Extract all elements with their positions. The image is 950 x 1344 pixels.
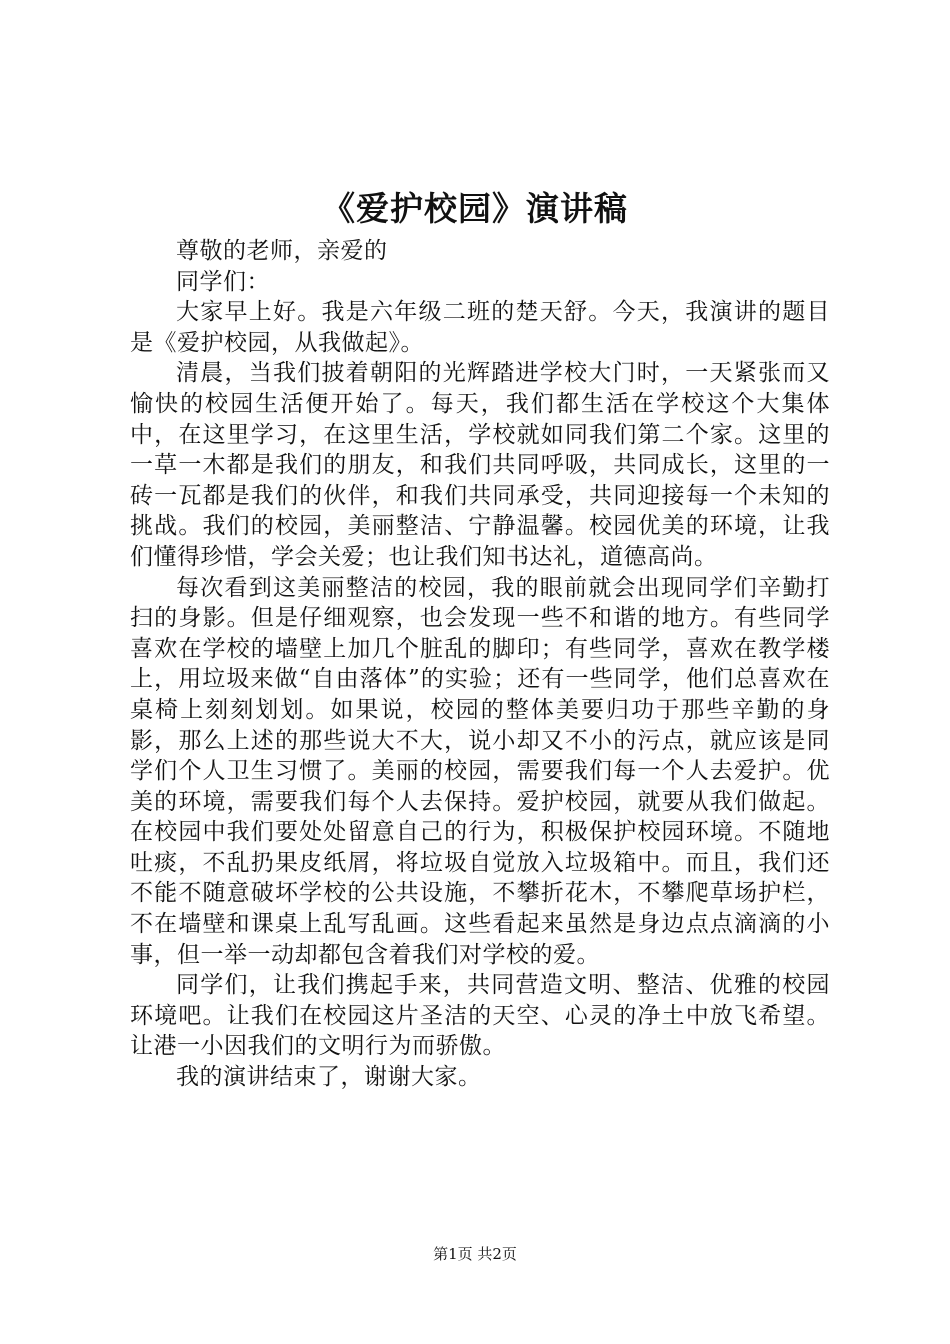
body-paragraph-1: 清晨，当我们披着朝阳的光辉踏进学校大门时，一天紧张而又愉快的校园生活便开始了。每天，我们都生活在学校这个大集体中，在这里学习，在这里生活，学校就如同我们第二个家。这里的一草一木都是我们的朋友，和我们共同呼吸，共同成长，这里的一砖一瓦都是我们的伙伴，和我们共同承受，共同迎接每一个未知的挑战。我们的校园，美丽整洁、宁静温馨。校园优美的环境，让我们懂得珍惜，学会关爱；也让我们知书达礼，道德高尚。	[130, 360, 830, 570]
intro-paragraph: 大家早上好。我是六年级二班的楚天舒。今天，我演讲的题目是《爱护校园，从我做起》。	[130, 299, 830, 356]
body-paragraph-2: 每次看到这美丽整洁的校园，我的眼前就会出现同学们辛勤打扫的身影。但是仔细观察，也会发现一些不和谐的地方。有些同学喜欢在学校的墙壁上加几个脏乱的脚印；有些同学，喜欢在教学楼上，用垃圾来做“自由落体”的实验；还有一些同学，他们总喜欢在桌椅上刻刻划划。如果说，校园的整体美要归功于那些辛勤的身影，那么上述的那些说大不大，说小却又不小的污点，就应该是同学们个人卫生习惯了。美丽的校园，需要我们每一个人去爱护。优美的环境，需要我们每个人去保持。爱护校园，就要从我们做起。在校园中我们要处处留意自己的行为，积极保护校园环境。不随地吐痰，不乱扔果皮纸屑，将垃圾自觉放入垃圾箱中。而且，我们还不能不随意破坏学校的公共设施，不攀折花木，不攀爬草场护栏，不在墙壁和课桌上乱写乱画。这些看起来虽然是身边点点滴滴的小事，但一举一动却都包含着我们对学校的爱。	[130, 574, 830, 968]
page-footer: 第1页 共2页	[433, 1245, 517, 1263]
body-paragraph-3: 同学们，让我们携起手来，共同营造文明、整洁、优雅的校园环境吧。让我们在校园这片圣洁的天空、心灵的净土中放飞希望。让港一小因我们的文明行为而骄傲。	[130, 972, 830, 1060]
greeting-line-2: 同学们：	[176, 268, 270, 295]
document-title: 《爱护校园》演讲稿	[322, 189, 628, 228]
document-body	[130, 236, 830, 1093]
closing-paragraph: 我的演讲结束了，谢谢大家。	[176, 1064, 482, 1091]
greeting-line-1: 尊敬的老师，亲爱的	[176, 238, 388, 264]
